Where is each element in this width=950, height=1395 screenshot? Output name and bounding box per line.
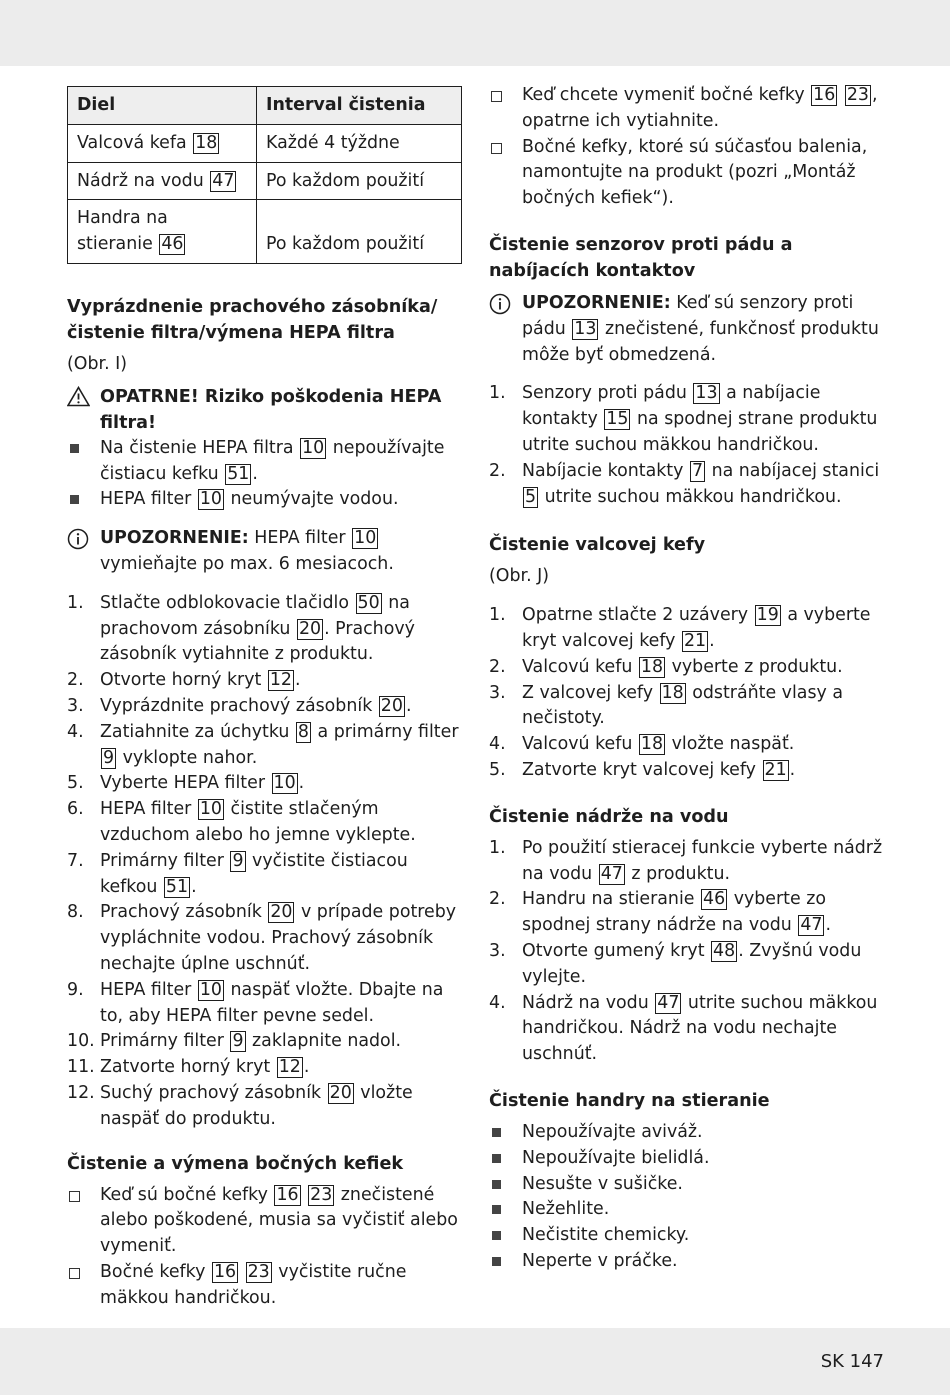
text-fragment: Na čistenie HEPA filtra xyxy=(100,437,294,458)
header-band xyxy=(0,0,950,66)
text-fragment: . xyxy=(789,759,796,780)
list-item xyxy=(489,655,889,681)
ref-number: 13 xyxy=(574,318,597,339)
section-heading: Čistenie a výmena bočných kefiek xyxy=(67,1153,404,1174)
list-item xyxy=(67,487,462,513)
ref-number: 50 xyxy=(357,592,380,613)
step-number: 5. xyxy=(489,759,506,780)
table-header-cell: Diel xyxy=(68,87,257,125)
info-note: UPOZORNENIE: HEPA filter 10 vymieňajte po max. 6 mesiacoch. xyxy=(67,526,462,578)
table-row xyxy=(68,200,462,264)
info-note: UPOZORNENIE: Keď sú senzory proti pádu 13 znečistené, funkčnosť produktu môže byť obmedzená. xyxy=(489,291,889,368)
table-header-cell: Interval čistenia xyxy=(257,87,462,125)
text-fragment: vymieňajte po max. 6 mesiacoch. xyxy=(100,553,394,574)
bullet-square-icon xyxy=(70,495,79,504)
list-item xyxy=(489,1120,889,1146)
ref-number: 46 xyxy=(161,234,184,255)
ref-number: 13 xyxy=(695,383,718,404)
text-fragment: HEPA filter xyxy=(100,979,192,1000)
page-number: SK 147 xyxy=(820,1351,884,1372)
list-item xyxy=(67,720,462,772)
figure-ref: (Obr. J) xyxy=(489,566,550,587)
text-fragment: Bočné kefky xyxy=(100,1261,206,1282)
text-fragment: utrite suchou mäkkou handričkou. Nádrž na vodu nechajte uschnúť. xyxy=(522,992,878,1065)
text-fragment: znečistené, funkčnosť produktu môže byť obmedzená. xyxy=(522,318,879,365)
text-fragment: Primárny filter xyxy=(100,1031,224,1052)
text-fragment: vyberte z produktu. xyxy=(671,656,843,677)
ref-number: 51 xyxy=(165,876,189,897)
list-item xyxy=(67,591,462,668)
text-fragment: vyberte zo spodnej strany nádrže na vodu xyxy=(522,889,826,936)
ref-number: 18 xyxy=(640,656,664,677)
section-heading: Čistenie senzorov proti pádu a nabíjacích kontaktov xyxy=(489,234,793,281)
text-fragment: Prachový zásobník xyxy=(100,902,262,923)
ref-number: 12 xyxy=(278,1057,301,1078)
bullet-square-icon xyxy=(492,1257,501,1266)
text-fragment: Z valcovej kefy xyxy=(522,682,654,703)
list-item xyxy=(489,1146,889,1172)
text-fragment: , opatrne ich vytiahnite. xyxy=(522,85,878,131)
list-item xyxy=(67,1260,462,1312)
ref-number: 21 xyxy=(683,630,707,651)
text-fragment: odstráňte vlasy a nečistoty. xyxy=(522,682,843,729)
section-heading: Čistenie handry na stieranie xyxy=(489,1090,770,1111)
text-fragment: Primárny filter xyxy=(100,850,224,871)
text-fragment: Valcovú kefu xyxy=(522,734,633,755)
step-number: 6. xyxy=(67,799,84,820)
table-cell: Každé 4 týždne xyxy=(257,124,462,162)
ref-number: 21 xyxy=(764,759,787,780)
text-fragment: Zatiahnite za úchytku xyxy=(100,721,290,742)
filter-steps xyxy=(67,591,462,1133)
bullet-square-icon xyxy=(492,1231,501,1240)
step-number: 8. xyxy=(67,902,84,923)
list-item xyxy=(489,83,889,135)
list-item xyxy=(67,771,462,797)
list-item xyxy=(489,732,889,758)
bullet-square-icon xyxy=(492,1154,501,1163)
ref-number: 9 xyxy=(103,747,115,768)
text-fragment: . xyxy=(303,1057,310,1078)
text-fragment: . xyxy=(298,773,305,794)
text-fragment: vložte naspäť. xyxy=(671,734,795,755)
text-fragment: . xyxy=(295,670,301,691)
bullet-box-icon xyxy=(69,1191,80,1202)
text-fragment: Zatvorte kryt valcovej kefy xyxy=(522,759,756,780)
ref-number: 19 xyxy=(756,605,779,626)
ref-number: 10 xyxy=(199,489,222,510)
ref-number: 5 xyxy=(525,486,537,507)
step-number: 4. xyxy=(489,992,506,1013)
ref-number: 20 xyxy=(298,618,322,639)
list-item xyxy=(67,694,462,720)
info-icon xyxy=(67,528,89,559)
text-fragment: Opatrne stlačte 2 uzávery xyxy=(522,605,749,626)
info-icon xyxy=(489,293,511,324)
right-column xyxy=(489,83,889,1275)
text-fragment: Nepoužívajte aviváž. xyxy=(522,1121,703,1142)
side-brush-list xyxy=(67,1183,462,1312)
ref-number: 51 xyxy=(227,463,250,484)
list-item xyxy=(489,1249,889,1275)
ref-number: 23 xyxy=(846,85,869,105)
bullet-square-icon xyxy=(492,1128,501,1137)
ref-number: 16 xyxy=(213,1261,237,1282)
list-item xyxy=(489,681,889,733)
caution-note xyxy=(67,384,462,436)
step-number: 3. xyxy=(67,695,84,716)
ref-number: 47 xyxy=(800,915,823,936)
step-number: 2. xyxy=(67,670,84,691)
text-fragment: Otvorte horný kryt xyxy=(100,670,262,691)
ref-number: 23 xyxy=(247,1261,270,1282)
text-fragment: Handru na stieranie xyxy=(522,889,695,910)
list-item xyxy=(489,1197,889,1223)
table-cell xyxy=(68,162,257,200)
text-fragment: vyčistite ručne mäkkou handričkou. xyxy=(100,1261,407,1308)
ref-number: 9 xyxy=(232,850,244,871)
text-fragment: Senzory proti pádu xyxy=(522,383,687,404)
text-fragment: . xyxy=(825,915,832,936)
list-item xyxy=(489,1172,889,1198)
text-fragment: Stlačte odblokovacie tlačidlo xyxy=(100,592,350,613)
ref-number: 10 xyxy=(354,528,377,549)
ref-number: 20 xyxy=(380,695,403,716)
list-item xyxy=(67,797,462,849)
text-fragment: nepoužívajte čistiacu kefku xyxy=(100,437,445,484)
text-fragment: Zatvorte horný kryt xyxy=(100,1057,271,1078)
list-item xyxy=(489,991,889,1068)
list-item xyxy=(489,939,889,991)
bullet-box-icon xyxy=(69,1268,80,1279)
text-fragment: . xyxy=(191,876,197,897)
text-fragment: z produktu. xyxy=(631,863,731,884)
table-cell xyxy=(68,200,257,264)
list-item xyxy=(489,459,889,511)
cleaning-interval-table xyxy=(67,86,462,264)
ref-number: 18 xyxy=(195,132,218,153)
text-fragment: a primárny filter xyxy=(317,721,459,742)
step-number: 1. xyxy=(489,605,506,626)
section-heading: Čistenie valcovej kefy xyxy=(489,535,706,556)
table-cell: Po každom použití xyxy=(257,162,462,200)
text-fragment: Valcová kefa xyxy=(77,132,187,153)
ref-number: 18 xyxy=(640,734,664,755)
ref-number: 18 xyxy=(661,682,684,703)
list-item xyxy=(67,1029,462,1055)
step-number: 3. xyxy=(489,940,506,961)
step-number: 12. xyxy=(67,1082,95,1103)
text-fragment: Otvorte gumený kryt xyxy=(522,940,705,961)
list-item xyxy=(67,1055,462,1081)
ref-number: 9 xyxy=(232,1031,244,1052)
list-item xyxy=(489,135,889,212)
step-number: 2. xyxy=(489,460,506,481)
text-fragment: . Prachový zásobník vytiahnite z produktu. xyxy=(100,618,415,665)
side-brush-list-continued xyxy=(489,83,889,212)
ref-number: 16 xyxy=(276,1184,299,1205)
ref-number: 20 xyxy=(329,1082,352,1103)
text-fragment: a nabíjacie kontakty xyxy=(522,383,821,430)
list-item xyxy=(67,668,462,694)
bullet-box-icon xyxy=(491,143,502,154)
step-number: 11. xyxy=(67,1057,95,1078)
step-number: 9. xyxy=(67,979,84,1000)
text-fragment: Nádrž na vodu xyxy=(77,170,204,191)
section-heading: Čistenie nádrže na vodu xyxy=(489,806,729,827)
text-fragment: Keď sú bočné kefky xyxy=(100,1184,268,1205)
ref-number: 46 xyxy=(703,889,726,910)
step-number: 7. xyxy=(67,850,84,871)
text-fragment: a vyberte kryt valcovej kefy xyxy=(522,605,871,651)
list-item xyxy=(489,1223,889,1249)
ref-number: 47 xyxy=(600,863,623,884)
list-item xyxy=(489,381,889,458)
caution-title: OPATRNE! Riziko poškodenia HEPA filtra! xyxy=(100,386,442,433)
list-item xyxy=(67,436,462,488)
ref-number: 23 xyxy=(310,1184,333,1205)
footer-band xyxy=(0,1328,950,1395)
figure-ref: (Obr. I) xyxy=(67,353,128,374)
step-number: 2. xyxy=(489,656,506,677)
text-fragment: Valcovú kefu xyxy=(522,656,633,677)
text-fragment: Keď sú senzory proti pádu xyxy=(522,292,854,339)
list-item xyxy=(489,758,889,784)
text-fragment: HEPA filter xyxy=(100,489,192,510)
step-number: 10. xyxy=(67,1031,95,1052)
text-fragment: . xyxy=(252,463,258,484)
step-number: 4. xyxy=(489,734,506,755)
text-fragment: na prachovom zásobníku xyxy=(100,592,410,639)
ref-number: 7 xyxy=(691,460,704,481)
text-fragment: vložte naspäť do produktu. xyxy=(100,1082,413,1129)
ref-number: 16 xyxy=(813,85,836,105)
text-fragment: Nepoužívajte bielidlá. xyxy=(522,1147,710,1168)
table-cell: Po každom použití xyxy=(257,200,462,264)
list-item xyxy=(489,836,889,888)
bullet-square-icon xyxy=(70,444,79,453)
text-fragment: Nabíjacie kontakty xyxy=(522,460,684,481)
bullet-square-icon xyxy=(492,1180,501,1189)
step-number: 1. xyxy=(67,592,84,613)
text-fragment: znečistené alebo poškodené, musia sa vyčistiť alebo vymeniť. xyxy=(100,1184,458,1257)
table-row xyxy=(68,124,462,162)
text-fragment: v prípade potreby vypláchnite vodou. Prachový zásobník nechajte úplne uschnúť. xyxy=(100,902,457,974)
text-fragment: Neperte v práčke. xyxy=(522,1250,678,1271)
ref-number: 8 xyxy=(297,721,309,742)
ref-number: 20 xyxy=(270,902,293,923)
text-fragment: Nesušte v sušičke. xyxy=(522,1173,683,1194)
step-number: 1. xyxy=(489,383,506,404)
text-fragment: čistite stlačeným vzduchom alebo ho jemne vyklepte. xyxy=(100,799,416,845)
ref-number: 10 xyxy=(302,437,325,458)
text-fragment: Po použití stieracej funkcie vyberte nádrž na vodu xyxy=(522,837,883,884)
text-fragment: Handra na xyxy=(77,208,168,229)
text-fragment: . xyxy=(709,630,715,651)
text-fragment: na nabíjacej stanici xyxy=(711,460,880,481)
ref-number: 10 xyxy=(199,979,222,1000)
tank-steps xyxy=(489,836,889,1068)
text-fragment: Nežehlite. xyxy=(522,1199,610,1220)
text-fragment: zaklapnite nadol. xyxy=(252,1031,402,1052)
warning-icon xyxy=(67,386,90,416)
text-fragment: Vyberte HEPA filter xyxy=(100,773,265,794)
step-number: 3. xyxy=(489,682,506,703)
ref-number: 47 xyxy=(212,170,235,191)
cloth-care-list xyxy=(489,1120,889,1275)
ref-number: 12 xyxy=(269,670,292,691)
ref-number: 47 xyxy=(657,992,680,1013)
sensor-steps xyxy=(489,381,889,510)
ref-number: 15 xyxy=(606,409,629,430)
left-column xyxy=(67,86,462,1311)
text-fragment: vyčistite čistiacou kefkou xyxy=(100,850,408,897)
bullet-square-icon xyxy=(492,1205,501,1214)
text-fragment: Bočné kefky, ktoré sú súčasťou balenia, namontujte na produkt (pozri „Montáž bočných kefiek“). xyxy=(522,136,868,209)
text-fragment: naspäť vložte. Dbajte na to, aby HEPA filter pevne sedel. xyxy=(100,979,444,1026)
table-header-row xyxy=(68,87,462,125)
list-item xyxy=(67,1183,462,1260)
ref-number: 10 xyxy=(273,773,296,794)
table-row xyxy=(68,162,462,200)
step-number: 1. xyxy=(489,837,506,858)
list-item xyxy=(489,887,889,939)
text-fragment: stieranie xyxy=(77,234,153,255)
table-cell xyxy=(68,124,257,162)
ref-number: 10 xyxy=(199,799,222,820)
section-heading: Vyprázdnenie prachového zásobníka/ čistenie filtra/výmena HEPA filtra xyxy=(67,296,438,343)
text-fragment: Nečistite chemicky. xyxy=(522,1225,690,1246)
caution-list xyxy=(67,436,462,513)
text-fragment: HEPA filter xyxy=(100,799,192,820)
text-fragment: na spodnej strane produktu utrite suchou mäkkou handričkou. xyxy=(522,409,878,455)
text-fragment: neumývajte vodou. xyxy=(230,489,399,510)
text-fragment: Keď chcete vymeniť bočné kefky xyxy=(522,85,805,105)
text-fragment: . Zvyšnú vodu vylejte. xyxy=(522,940,862,987)
text-fragment: Vyprázdnite prachový zásobník xyxy=(100,695,373,716)
step-number: 2. xyxy=(489,889,506,910)
list-item xyxy=(67,1081,462,1133)
list-item xyxy=(67,900,462,977)
text-fragment: vyklopte nahor. xyxy=(122,747,258,768)
list-item xyxy=(67,978,462,1030)
list-item xyxy=(489,603,889,655)
text-fragment: . xyxy=(405,695,412,716)
step-number: 5. xyxy=(67,773,84,794)
bullet-box-icon xyxy=(491,91,502,102)
text-fragment: HEPA filter xyxy=(254,528,346,549)
text-fragment: utrite suchou mäkkou handričkou. xyxy=(544,486,842,507)
ref-number: 48 xyxy=(713,940,736,961)
step-number: 4. xyxy=(67,721,84,742)
list-item xyxy=(67,849,462,901)
text-fragment: Suchý prachový zásobník xyxy=(100,1082,322,1103)
roller-steps xyxy=(489,603,889,784)
text-fragment: Nádrž na vodu xyxy=(522,992,649,1013)
